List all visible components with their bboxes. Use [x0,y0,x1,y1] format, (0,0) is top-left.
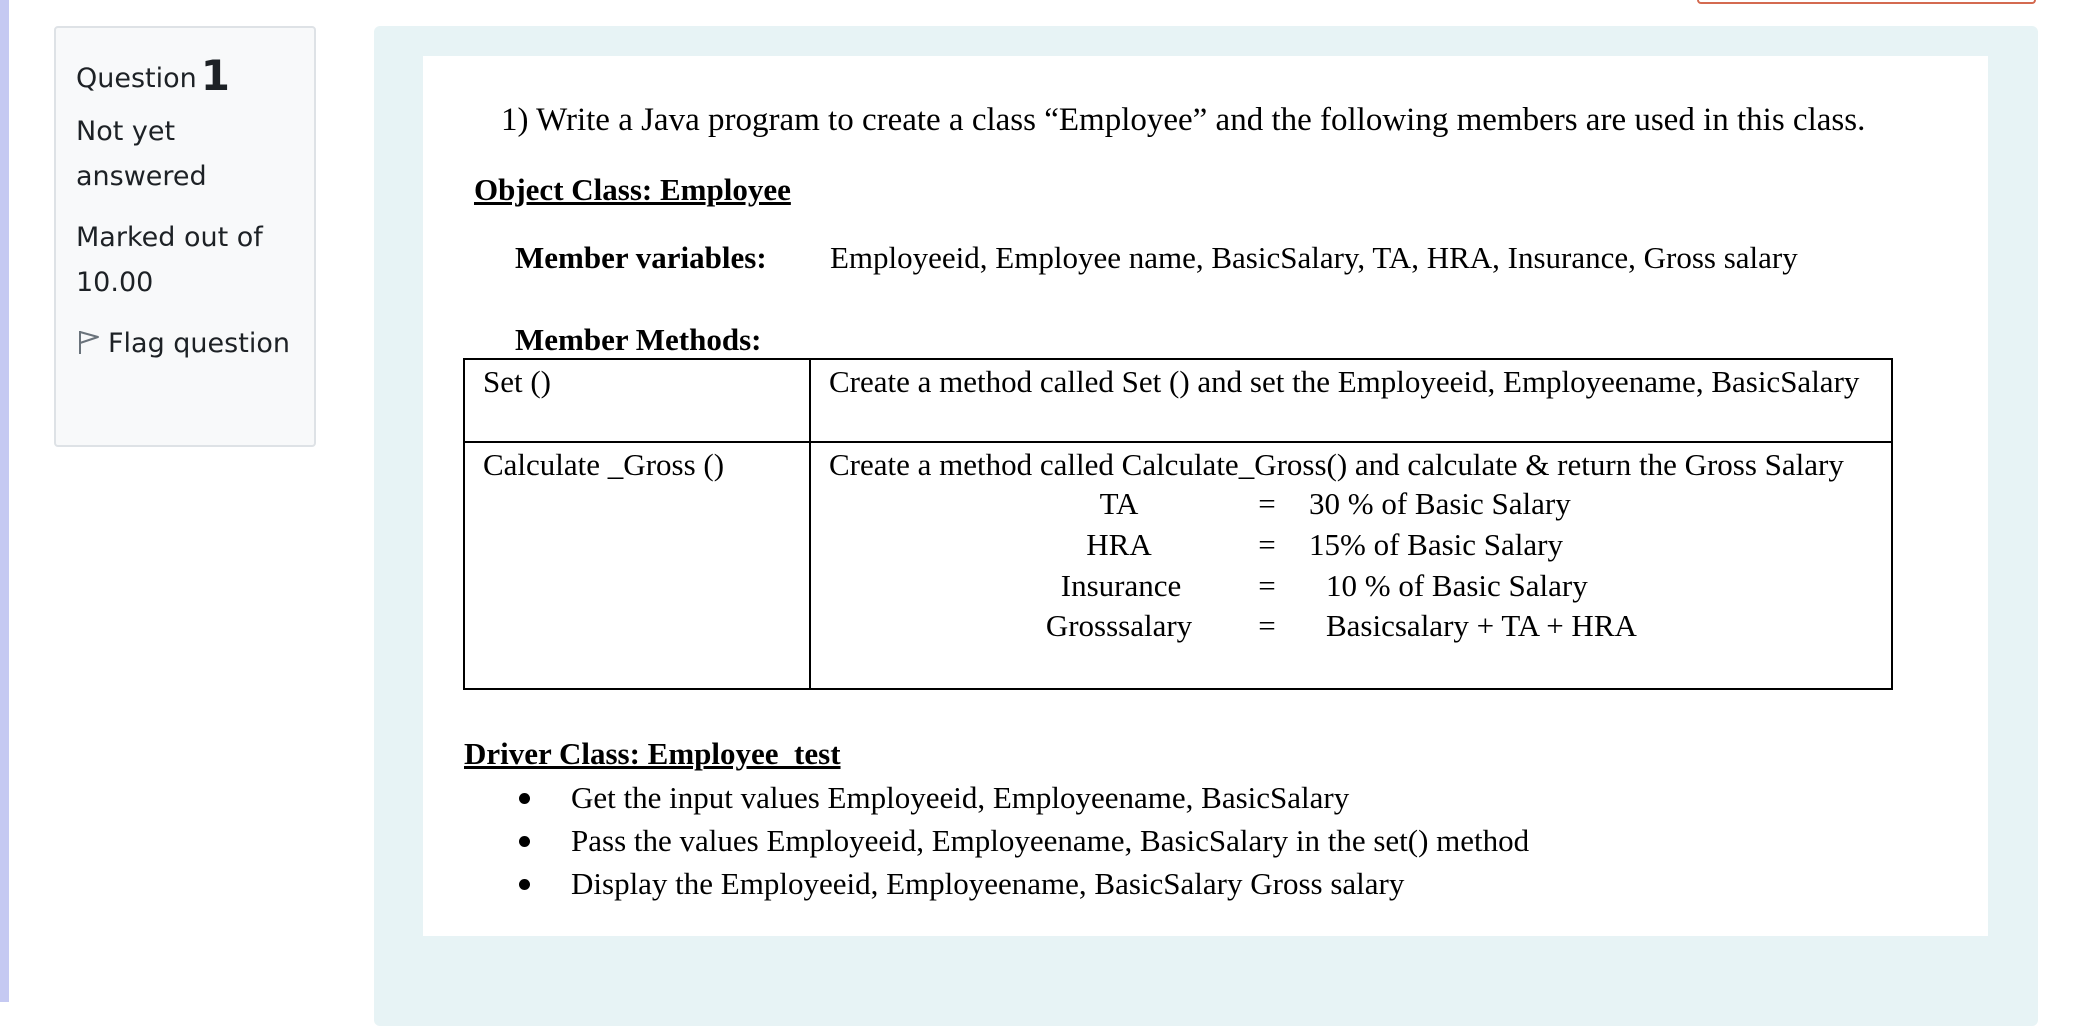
member-variables-value: Employeeid, Employee name, BasicSalary, TA, HRA, Insurance, Gross salary [830,240,1798,275]
question-word: Question [76,63,197,94]
driver-steps-list [515,776,1529,905]
formula-term: TA [1099,486,1139,521]
member-variables-label: Member variables: [515,240,767,275]
method-name-cell: Calculate _Gross () [464,442,810,689]
table-row [464,359,1892,442]
question-text-image [423,56,1988,936]
formula-expression: Basicsalary + TA + HRA [1326,608,1637,643]
top-action-button[interactable] [1697,0,2036,4]
formula-term: Insurance [1060,568,1182,603]
member-methods-label: Member Methods: [515,322,762,357]
question-info-card [54,26,316,447]
list-item: Display the Employeeid, Employeename, BasicSalary Gross salary [515,862,1529,905]
list-item: Pass the values Employeeid, Employeename, BasicSalary in the set() method [515,819,1529,862]
formula-equals: = [1258,527,1276,562]
formula-equals: = [1258,486,1276,521]
method-description-cell: Create a method called Set () and set the Employeeid, Employeename, BasicSalary [810,359,1892,442]
formula-expression: 15% of Basic Salary [1309,527,1563,562]
question-status: Not yet answered [76,116,207,192]
left-edge-rail [0,0,9,1002]
formula-equals: = [1258,568,1276,603]
table-row [464,442,1892,689]
flag-icon [76,325,102,353]
flag-question-label: Flag question [108,328,290,359]
object-class-heading: Object Class: Employee [474,172,791,207]
question-number-line [76,50,294,105]
method-description: Create a method called Calculate_Gross() and calculate & return the Gross Salary [829,447,1844,482]
formula-equals: = [1258,608,1276,643]
question-marks: Marked out of 10.00 [76,222,263,298]
formula-block [829,485,1875,645]
driver-class-heading: Driver Class: Employee_test [464,736,841,771]
flag-question-link[interactable] [76,321,294,366]
question-intro: 1) Write a Java program to create a class “Employee” and the following members are used in this class. [501,102,1866,138]
formula-expression: 30 % of Basic Salary [1309,486,1571,521]
question-number: 1 [200,51,230,100]
formula-expression: 10 % of Basic Salary [1326,568,1588,603]
method-description-cell [810,442,1892,689]
list-item: Get the input values Employeeid, Employeename, BasicSalary [515,776,1529,819]
formula-term: HRA [1086,527,1152,562]
member-methods-table [463,358,1893,690]
formula-term: Grosssalary [1045,608,1193,643]
method-name-cell: Set () [464,359,810,442]
